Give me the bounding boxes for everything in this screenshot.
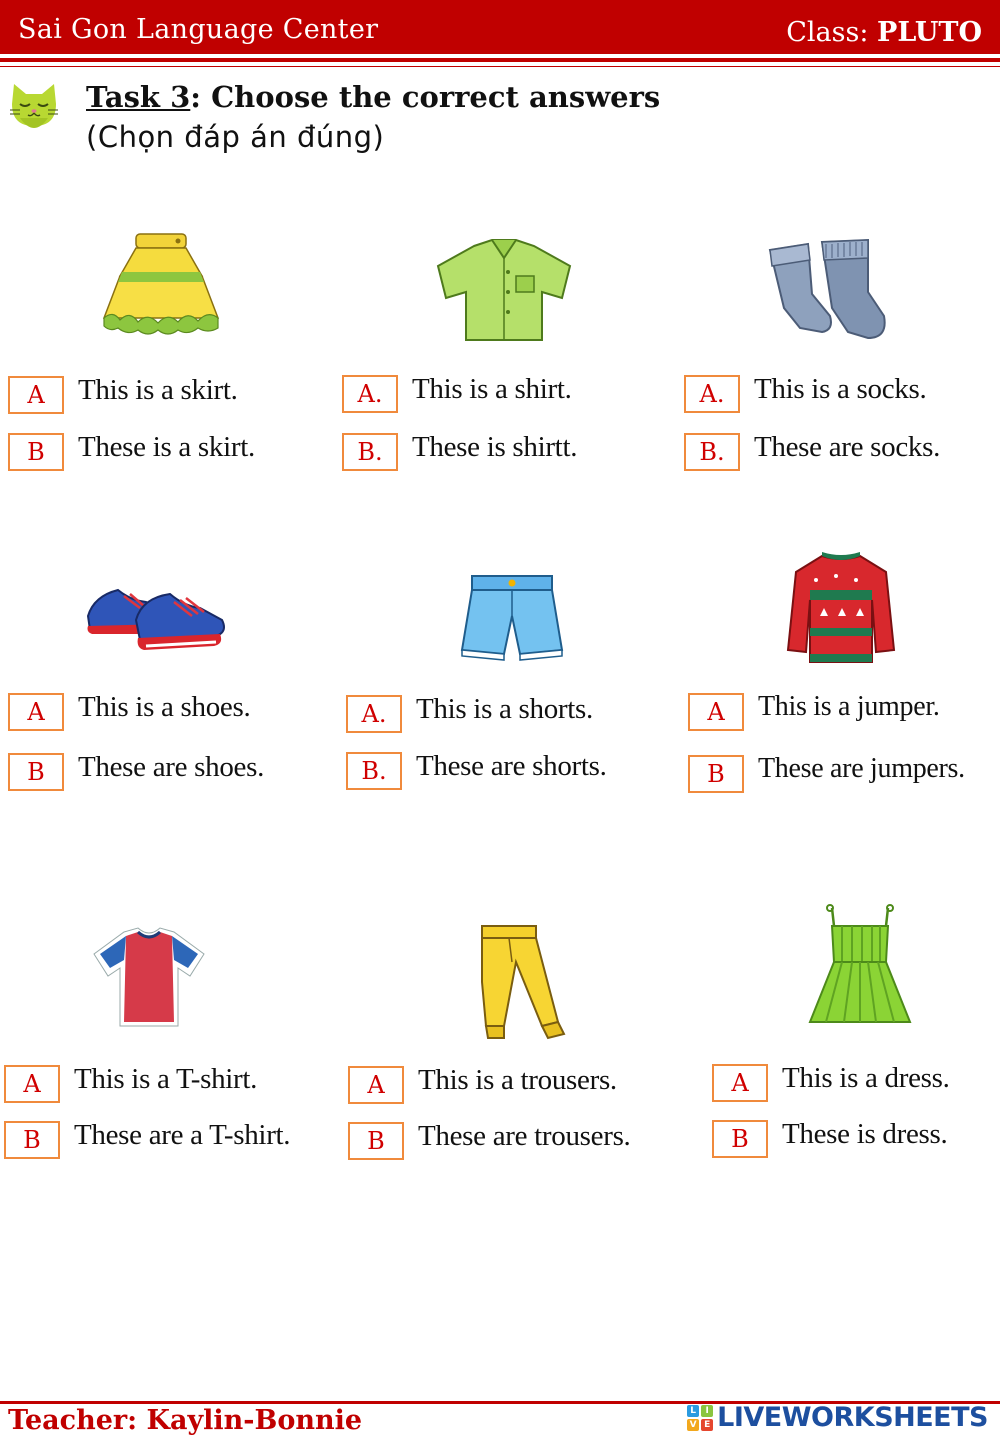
task-label: Task 3 [86, 80, 191, 114]
answer-box[interactable]: B [712, 1120, 768, 1158]
logo-wordmark: LIVEWORKSHEETS [717, 1402, 988, 1433]
answer-box[interactable]: A [712, 1064, 768, 1102]
answer-box[interactable]: B [8, 753, 64, 791]
option-text: These are socks. [754, 431, 941, 463]
trousers-icon [472, 922, 570, 1046]
option-text: These is a skirt. [78, 431, 255, 463]
header-bar [0, 0, 1000, 54]
socks-icon [764, 234, 890, 346]
answer-box[interactable]: A [348, 1066, 404, 1104]
cat-mascot-icon [6, 80, 62, 136]
option-text: These are a T-shirt. [74, 1119, 291, 1151]
answer-box[interactable]: B. [342, 433, 398, 471]
logo-tile: I [701, 1405, 713, 1417]
header-thin-divider [0, 66, 1000, 67]
logo-tile: E [701, 1419, 713, 1431]
liveworksheets-logo [687, 1402, 988, 1433]
option-text: This is a skirt. [78, 374, 238, 406]
logo-tile: V [687, 1419, 699, 1431]
answer-box[interactable]: B [688, 755, 744, 793]
answer-box[interactable]: B. [346, 752, 402, 790]
option-text: This is a T-shirt. [74, 1063, 258, 1095]
option-text: This is a dress. [782, 1062, 950, 1094]
option-text: This is a shorts. [416, 693, 593, 725]
logo-tiles-icon [687, 1405, 713, 1431]
option-text: This is a shoes. [78, 691, 251, 723]
answer-box[interactable]: A [688, 693, 744, 731]
teacher-name: Teacher: Kaylin-Bonnie [8, 1405, 363, 1436]
logo-tile: L [687, 1405, 699, 1417]
option-text: This is a trousers. [418, 1064, 617, 1096]
header-divider [0, 58, 1000, 62]
answer-box[interactable]: A [4, 1065, 60, 1103]
task-title [86, 80, 660, 114]
answer-box[interactable]: A. [684, 375, 740, 413]
class-label [786, 17, 982, 48]
jumper-icon [786, 550, 896, 668]
dress-icon [806, 904, 914, 1032]
option-text: These is shirtt. [412, 431, 578, 463]
answer-box[interactable]: B. [684, 433, 740, 471]
option-text: These are jumpers. [758, 753, 965, 784]
option-text: These are shoes. [78, 751, 265, 783]
option-text: This is a socks. [754, 373, 927, 405]
task-title-text: : Choose the correct answers [190, 80, 661, 114]
answer-box[interactable]: B [4, 1121, 60, 1159]
tshirt-icon [90, 924, 208, 1032]
shoes-icon [84, 580, 228, 660]
option-text: These are trousers. [418, 1120, 631, 1152]
skirt-icon [98, 228, 224, 340]
answer-box[interactable]: B [348, 1122, 404, 1160]
shorts-icon [458, 572, 566, 666]
answer-box[interactable]: A. [346, 695, 402, 733]
class-prefix: Class: [786, 17, 869, 48]
option-text: These are shorts. [416, 750, 607, 782]
task-subtitle: (Chọn đáp án đúng) [86, 120, 385, 154]
answer-box[interactable]: A [8, 693, 64, 731]
shirt-icon [434, 236, 574, 348]
answer-box[interactable]: A. [342, 375, 398, 413]
option-text: These is dress. [782, 1118, 948, 1150]
answer-box[interactable]: A [8, 376, 64, 414]
class-name: PLUTO [877, 17, 982, 48]
option-text: This is a jumper. [758, 691, 940, 722]
answer-box[interactable]: B [8, 433, 64, 471]
option-text: This is a shirt. [412, 373, 572, 405]
school-name: Sai Gon Language Center [18, 14, 379, 45]
